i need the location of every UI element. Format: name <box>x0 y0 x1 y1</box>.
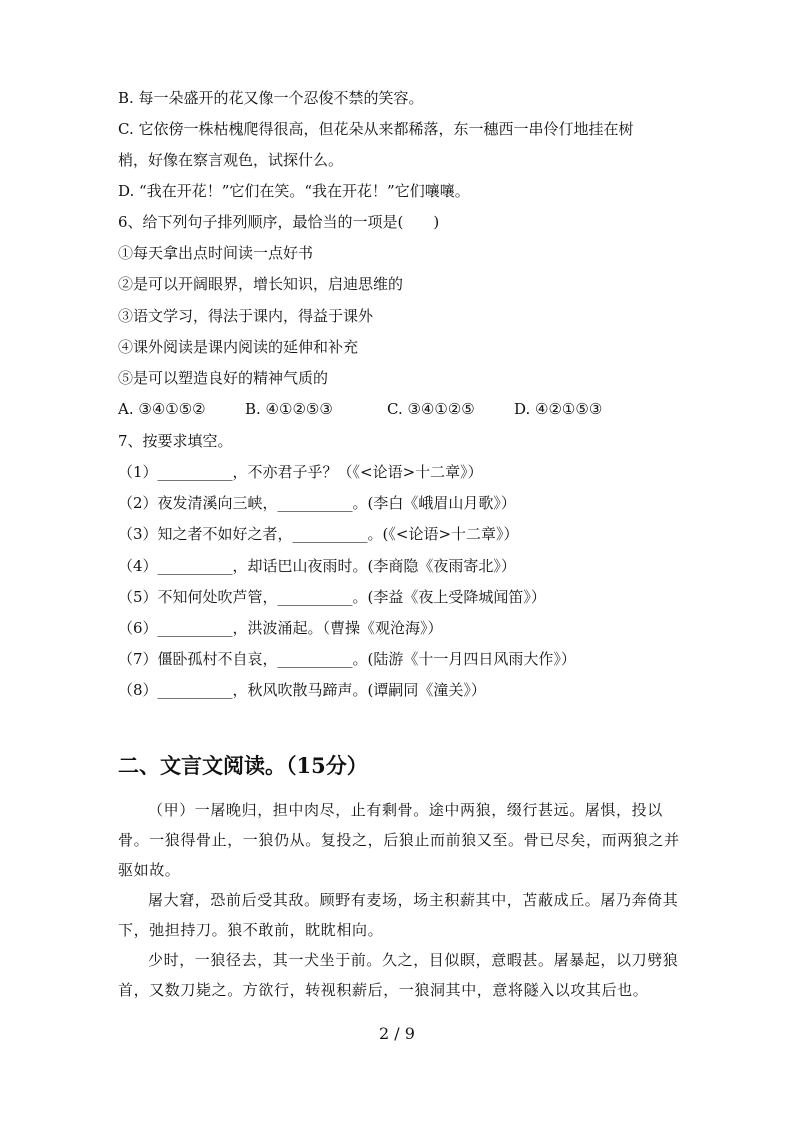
q7-item-8: （8）__________，秋风吹散马蹄声。(谭嗣同《潼关》） <box>118 681 486 699</box>
q5-option-c-line1: C. 它依傍一株枯槐爬得很高，但花朵从来都稀落，东一穗西一串伶仃地挂在树 <box>118 120 634 138</box>
q6-sentence-1: ①每天拿出点时间读一点好书 <box>118 244 314 262</box>
q7-item-7: （7）僵卧孤村不自哀，__________。(陆游《十一月四日风雨大作》） <box>118 650 576 668</box>
q5-option-c-line2: 梢，好像在察言观色，试探什么。 <box>118 151 344 169</box>
q7-item-2: （2）夜发清溪向三峡，__________。(李白《峨眉山月歌》） <box>118 494 516 512</box>
q7-item-3: （3）知之者不如好之者，__________。(《<论语>十二章》） <box>118 525 519 543</box>
q7-item-1: （1）__________，不亦君子乎？（《<论语>十二章》） <box>118 463 483 481</box>
q6-option-b: B. ④①②⑤③ <box>245 400 333 418</box>
q6-sentence-4: ④课外阅读是课内阅读的延伸和补充 <box>118 338 359 356</box>
q7-item-5: （5）不知何处吹芦管，__________。(李益《夜上受降城闻笛》） <box>118 588 546 606</box>
q6-option-c: C. ③④①②⑤ <box>387 400 475 418</box>
passage-paragraph-2: 屠大窘，恐前后受其敌。顾野有麦场，场主积薪其中，苫蔽成丘。屠乃奔倚其下，弛担持刀。狼不敢前，眈眈相向。 <box>118 891 679 939</box>
passage-paragraph-3: 少时，一狼径去，其一犬坐于前。久之，目似瞑，意暇甚。屠暴起，以刀劈狼首，又数刀毙之。方欲行，转视积薪后，一狼洞其中，意将隧入以攻其后也。 <box>118 951 679 999</box>
section-title: 二、文言文阅读。（15分） <box>118 753 368 778</box>
q6-option-a: A. ③④①⑤② <box>118 400 206 418</box>
q6-options <box>118 399 602 419</box>
passage-paragraph-1: （甲）一屠晚归，担中肉尽，止有剩骨。途中两狼，缀行甚远。屠惧，投以骨。一狼得骨止，一狼仍从。复投之，后狼止而前狼又至。骨已尽矣，而两狼之并驱如故。 <box>118 801 680 879</box>
q5-option-d: D. “我在开花！”它们在笑。“我在开花！”它们嚷嚷。 <box>118 182 470 200</box>
q6-sentence-2: ②是可以开阔眼界，增长知识，启迪思维的 <box>118 275 404 293</box>
q6-sentence-5: ⑤是可以塑造良好的精神气质的 <box>118 369 329 387</box>
q6-sentence-3: ③语文学习，得法于课内，得益于课外 <box>118 307 374 325</box>
q6-option-d: D. ④②①⑤③ <box>514 400 603 418</box>
q7-item-4: （4）__________，却话巴山夜雨时。(李商隐《夜雨寄北》） <box>118 557 516 575</box>
page-number: 2 / 9 <box>379 1024 415 1043</box>
q7-item-6: （6）__________，洪波涌起。（曹操《观沧海》） <box>118 619 443 637</box>
q7-stem: 7、按要求填空。 <box>118 432 233 450</box>
q6-stem: 6、给下列句子排列顺序，最恰当的一项是( ) <box>118 213 440 231</box>
q5-option-b: B. 每一朵盛开的花又像一个忍俊不禁的笑容。 <box>118 89 424 107</box>
